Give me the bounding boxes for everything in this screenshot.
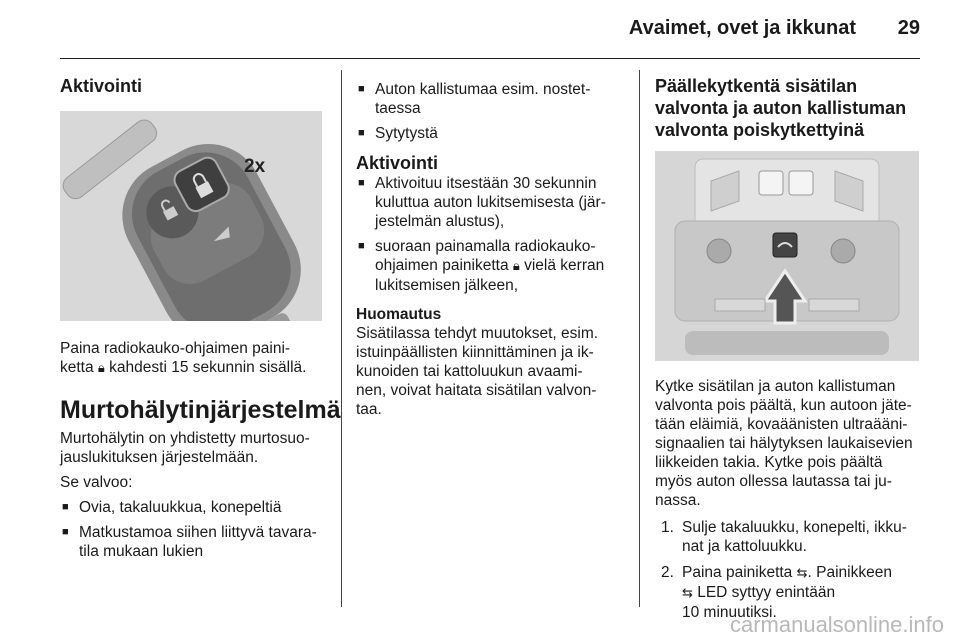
heading-activation: Aktivointi: [60, 76, 143, 96]
column-left: [60, 75, 341, 561]
heading-activation-2: Aktivointi: [356, 153, 439, 173]
column-middle: [356, 80, 620, 419]
deactivation-paragraph: Kytke sisätilan ja auton kallistuman valvonta pois päältä, kun autoon jäte- tään eläimiä, kovaäänisten ultraääni- signaalien tai hälytyksen laukaisevien liikkeiden takia. Kytke pois päältä myös auton ollessa lautassa tai ju- nassa.: [655, 378, 913, 509]
car-tilt-icon: ⇆: [682, 586, 693, 601]
page-number: 29: [897, 17, 920, 39]
key-fob-figure: [60, 111, 322, 321]
column-right: [655, 75, 925, 622]
note-text: Sisätilassa tehdyt muutokset, esim. istuinpäällisten kiinnittäminen ja ik- kunoiden tai kattoluukun avaami- nen, voivat haitata sisätilan valvon- taa.: [356, 325, 599, 418]
overhead-console-illustration: [655, 151, 919, 361]
note-heading: Huomautus: [356, 306, 442, 323]
list-item: ■ Aktivoituu itsestään 30 sekunnin kuluttua auton lukitsemisesta (jär- jestelmän alustus),: [356, 174, 620, 231]
deactivation-steps: [655, 518, 925, 622]
list-item: ■ Ovia, takaluukkua, konepeltiä: [60, 498, 326, 517]
list-item: 1. Sulje takaluukku, konepelti, ikku- nat ja kattoluukku.: [661, 519, 907, 555]
monitors-list: [60, 498, 326, 561]
alarm-paragraph: Murtohälytin on yhdistetty murtosuo- jauslukituksen järjestelmään.: [60, 430, 310, 466]
key-fob-illustration: [60, 111, 322, 321]
press-twice-label: 2x: [244, 156, 266, 177]
page-title: Avaimet, ovet ja ikkunat: [628, 17, 856, 39]
column-divider: [341, 70, 342, 607]
list-item: ■ suoraan painamalla radiokauko- ohjaimen painiketta 🔒︎ vielä kerran lukitsemisen jälkeen,: [356, 237, 620, 295]
lock-button-icon: 🔒︎: [97, 361, 105, 376]
monitors-list-continued: [356, 80, 620, 143]
overhead-console-figure: [655, 151, 919, 361]
watermark: carmanualsonline.info: [729, 612, 944, 637]
activation-paragraph: Paina radiokauko-ohjaimen paini- ketta 🔒︎ kahdesti 15 sekunnin sisällä.: [60, 340, 307, 376]
activation-list: [356, 174, 620, 295]
heading-deactivation: Päällekytkentä sisätilan valvonta ja auton kallistuman valvonta poiskytkettyinä: [655, 76, 907, 140]
list-item: ■ Auton kallistumaa esim. nostet- taessa: [356, 80, 620, 118]
list-item: ■ Sytytystä: [356, 124, 620, 143]
list-item: ■ Matkustamoa siihen liittyvä tavara- tila mukaan lukien: [60, 523, 326, 561]
page-header: [0, 0, 960, 60]
lock-button-icon: 🔒︎: [512, 259, 520, 274]
header-rule: [60, 58, 920, 59]
list-item: 2. Paina painiketta ⇆. Painikkeen ⇆ LED syttyy enintään 10 minuutiksi.: [661, 564, 892, 621]
heading-alarm-system: Murtohälytinjärjestelmä: [60, 396, 341, 424]
monitors-label: Se valvoo:: [60, 474, 133, 491]
car-tilt-icon: ⇆: [796, 566, 808, 581]
column-divider: [639, 70, 640, 607]
